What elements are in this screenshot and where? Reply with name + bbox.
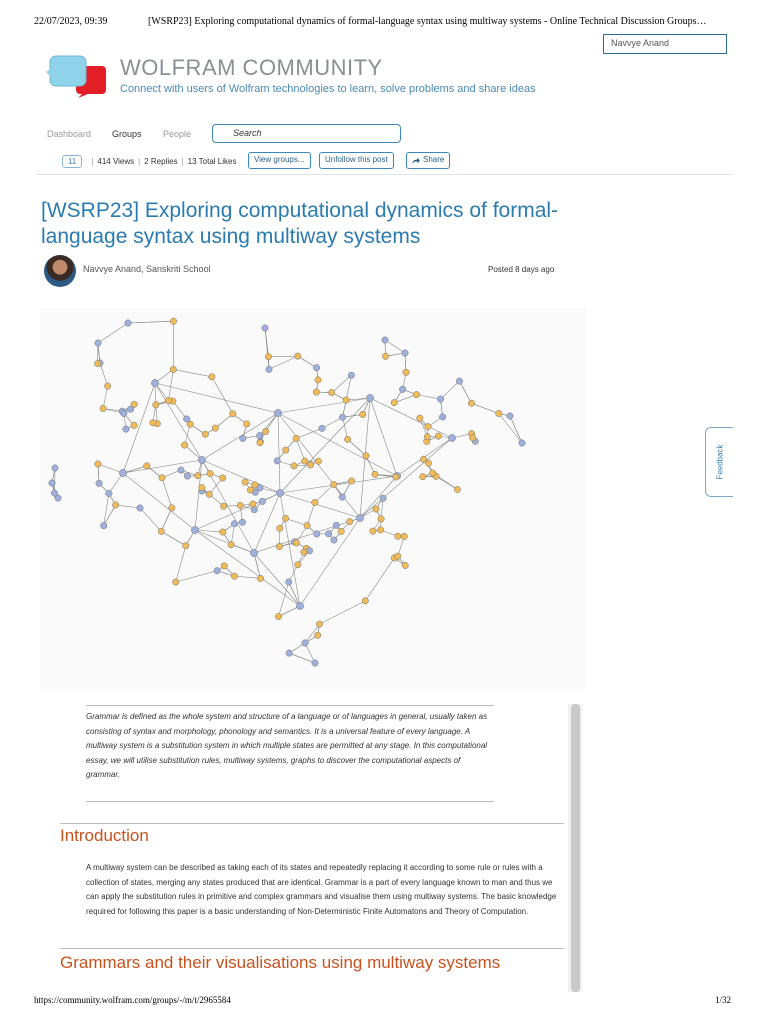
section-divider xyxy=(60,823,564,824)
graph-node xyxy=(425,423,431,429)
graph-node xyxy=(402,562,408,568)
site-title[interactable]: WOLFRAM COMMUNITY xyxy=(120,55,383,80)
graph-node xyxy=(199,484,205,490)
graph-edge xyxy=(280,398,370,493)
graph-edge xyxy=(176,571,217,582)
graph-edge xyxy=(202,460,280,493)
graph-edge xyxy=(459,381,471,403)
graph-node xyxy=(333,522,339,528)
graph-node xyxy=(242,479,248,485)
graph-node xyxy=(395,533,401,539)
graph-node xyxy=(150,420,156,426)
graph-node xyxy=(347,518,353,524)
graph-node xyxy=(315,458,321,464)
graph-node xyxy=(220,503,226,509)
graph-node xyxy=(456,378,462,384)
graph-edge xyxy=(269,356,298,369)
print-page-number: 1/32 xyxy=(715,995,732,1005)
graph-node xyxy=(221,563,227,569)
graph-node xyxy=(247,487,253,493)
graph-node xyxy=(448,434,455,441)
graph-node xyxy=(470,435,476,441)
graph-edge xyxy=(268,356,297,357)
graph-node xyxy=(131,422,137,428)
graph-node xyxy=(282,515,288,521)
graph-node xyxy=(302,640,308,646)
nav-dashboard[interactable]: Dashboard xyxy=(47,129,92,139)
graph-node xyxy=(52,465,58,471)
graph-node xyxy=(274,409,281,416)
site-tagline: Connect with users of Wolfram technologies to learn, solve problems and share ideas xyxy=(120,83,536,95)
graph-node xyxy=(202,431,208,437)
graph-node xyxy=(507,413,513,419)
view-groups-button[interactable]: View groups... xyxy=(248,152,311,169)
grammars-heading: Grammars and their visualisations using multiway systems xyxy=(60,953,501,972)
graph-node xyxy=(380,495,386,501)
graph-edge xyxy=(278,398,370,413)
graph-edge xyxy=(280,493,360,518)
graph-node xyxy=(373,506,379,512)
graph-edge xyxy=(360,476,397,518)
graph-node xyxy=(169,505,175,511)
graph-node xyxy=(125,320,131,326)
graph-edge xyxy=(173,369,212,376)
graph-node xyxy=(435,433,441,439)
graph-node xyxy=(195,472,201,478)
divider: | xyxy=(181,156,184,166)
graph-node xyxy=(393,474,399,480)
graph-node xyxy=(295,353,301,359)
graph-node xyxy=(95,340,101,346)
graph-node xyxy=(274,458,280,464)
share-icon xyxy=(411,156,420,165)
graph-node xyxy=(296,602,303,609)
graph-edge xyxy=(140,508,161,531)
graph-edge xyxy=(161,531,186,545)
abstract-bottom-rule xyxy=(86,801,494,802)
graph-node xyxy=(429,470,435,476)
graph-edge xyxy=(212,377,233,414)
share-label: Share xyxy=(423,155,445,164)
graph-node xyxy=(212,425,218,431)
graph-edge xyxy=(322,417,343,428)
graph-node xyxy=(183,416,189,422)
graph-node xyxy=(151,379,158,386)
graph-node xyxy=(314,632,320,638)
graph-node xyxy=(191,526,198,533)
graph-node xyxy=(206,491,212,497)
graph-node xyxy=(112,502,118,508)
graph-node xyxy=(153,402,159,408)
graph-node xyxy=(348,372,354,378)
graph-node xyxy=(173,579,179,585)
graph-node xyxy=(250,549,257,556)
post-date: Posted 8 days ago xyxy=(488,265,555,274)
graph-node xyxy=(293,435,299,441)
graph-edge xyxy=(254,493,280,553)
graph-node xyxy=(372,471,378,477)
graph-node xyxy=(391,399,397,405)
graph-node xyxy=(286,650,292,656)
graph-node xyxy=(94,360,100,366)
graph-node xyxy=(307,462,313,468)
graph-node xyxy=(328,389,334,395)
section-divider xyxy=(60,948,564,949)
graph-node xyxy=(181,442,187,448)
graph-node xyxy=(301,549,307,555)
graph-node xyxy=(100,405,106,411)
graph-node xyxy=(402,350,408,356)
graph-node xyxy=(286,579,292,585)
graph-node xyxy=(170,318,176,324)
graph-edge xyxy=(280,493,300,606)
graph-edge xyxy=(278,413,280,493)
graph-edge xyxy=(169,369,174,400)
unfollow-button[interactable]: Unfollow this post xyxy=(319,152,394,169)
graph-node xyxy=(96,480,102,486)
graph-node xyxy=(106,490,112,496)
like-count-button[interactable]: 11 xyxy=(62,155,82,168)
graph-node xyxy=(230,411,236,417)
graph-node xyxy=(325,531,331,537)
graph-node xyxy=(348,478,354,484)
graph-node xyxy=(454,486,460,492)
introduction-heading: Introduction xyxy=(60,826,149,845)
graph-edge xyxy=(296,428,322,438)
graph-edge xyxy=(155,383,202,460)
graph-edge xyxy=(348,439,366,455)
graph-node xyxy=(382,353,388,359)
graph-node xyxy=(207,470,213,476)
graph-node xyxy=(304,522,310,528)
graph-node xyxy=(417,415,423,421)
post-title: [WSRP23] Exploring computational dynamics of formal-language syntax using multiway systems xyxy=(41,199,559,248)
graph-node xyxy=(302,458,308,464)
feedback-label: Feedback xyxy=(715,444,724,480)
graph-edge xyxy=(265,328,268,357)
graph-node xyxy=(331,481,337,487)
graph-node xyxy=(219,475,225,481)
graph-node xyxy=(250,501,256,507)
replies-count: 2 Replies xyxy=(144,156,178,166)
print-datetime: 22/07/2023, 09:39 xyxy=(34,16,108,27)
graph-edge xyxy=(385,340,405,353)
graph-node xyxy=(295,562,301,568)
scrollbar-thumb[interactable] xyxy=(571,704,580,992)
graph-node xyxy=(198,456,205,463)
graph-node xyxy=(399,386,405,392)
post-author[interactable]: Navvye Anand, Sanskriti School xyxy=(83,264,211,274)
graph-node xyxy=(275,613,281,619)
share-button[interactable] xyxy=(406,152,450,169)
graph-node xyxy=(339,494,345,500)
graph-node xyxy=(339,414,345,420)
graph-edge xyxy=(161,508,172,531)
graph-node xyxy=(262,428,268,434)
graph-edge xyxy=(320,601,366,624)
graph-edge xyxy=(162,478,172,508)
graph-node xyxy=(231,521,237,527)
graph-node xyxy=(244,421,250,427)
graph-node xyxy=(228,541,234,547)
graph-node xyxy=(378,516,384,522)
graph-edge xyxy=(307,502,315,525)
graph-node xyxy=(137,505,143,511)
graph-node xyxy=(276,489,283,496)
graph-node xyxy=(159,475,165,481)
graph-node xyxy=(256,432,262,438)
graph-node xyxy=(316,621,322,627)
search-input[interactable]: Search xyxy=(212,124,401,143)
graph-node xyxy=(312,660,318,666)
graph-node xyxy=(420,456,426,462)
graph-edge xyxy=(370,398,397,476)
graph-node xyxy=(240,435,246,441)
graph-node xyxy=(366,394,373,401)
total-likes: 13 Total Likes xyxy=(187,156,237,166)
nav-groups[interactable]: Groups xyxy=(112,129,142,139)
graph-node xyxy=(121,410,127,416)
multiway-graph xyxy=(40,308,586,689)
graph-node xyxy=(266,366,272,372)
print-page-title: [WSRP23] Exploring computational dynamics of formal-language syntax using multiway systems - Online Technical Discussion Groups… xyxy=(148,16,707,27)
graph-node xyxy=(259,498,265,504)
graph-node xyxy=(184,473,190,479)
graph-node xyxy=(214,567,220,573)
graph-node xyxy=(344,436,350,442)
views-count: 414 Views xyxy=(97,156,135,166)
graph-node xyxy=(377,527,383,533)
graph-node xyxy=(158,528,164,534)
graph-node xyxy=(95,461,101,467)
graph-node xyxy=(437,396,443,402)
graph-node xyxy=(338,528,344,534)
graph-node xyxy=(237,502,243,508)
user-menu[interactable]: Navvye Anand xyxy=(603,34,727,54)
graph-edge xyxy=(100,363,108,386)
author-avatar[interactable] xyxy=(44,255,76,287)
graph-node xyxy=(170,366,176,372)
graph-node xyxy=(382,337,388,343)
graph-edge xyxy=(289,653,315,663)
post-stats xyxy=(62,152,236,170)
graph-edge xyxy=(510,416,522,443)
graph-node xyxy=(276,543,282,549)
wolfram-community-logo-icon[interactable] xyxy=(44,52,110,98)
graph-node xyxy=(282,447,288,453)
graph-node xyxy=(100,522,106,528)
graph-node xyxy=(257,440,263,446)
graph-node xyxy=(331,537,337,543)
graph-edge xyxy=(176,546,186,582)
graph-node xyxy=(127,406,133,412)
graph-node xyxy=(291,463,297,469)
graph-node xyxy=(356,514,363,521)
graph-edge xyxy=(195,460,202,530)
graph-edge xyxy=(128,321,174,323)
introduction-text: A multiway system can be described as taking each of its states and repeatedly replacing it according to some rule or rules with a collection of states, merging any states produced that are identical. Grammar is a part of every language known to man and thus we can apply the substitution rules in primitive and complex grammars and visualise them using multiway systems. The basic knowledge required for following this paper is a basic understanding of Non-Deterministic Finite Automatons and Theory of Computation. xyxy=(86,863,557,916)
graph-node xyxy=(144,463,150,469)
graph-node xyxy=(370,528,376,534)
graph-node xyxy=(123,426,129,432)
graph-node xyxy=(183,543,189,549)
divider: | xyxy=(138,156,141,166)
graph-node xyxy=(401,533,407,539)
graph-node xyxy=(519,440,525,446)
graph-node xyxy=(265,353,271,359)
graph-node xyxy=(362,598,368,604)
feedback-tab[interactable] xyxy=(705,427,733,497)
graph-node xyxy=(257,575,263,581)
graph-node xyxy=(313,365,319,371)
graph-node xyxy=(209,374,215,380)
graph-edge xyxy=(394,395,416,403)
graph-node xyxy=(496,410,502,416)
graph-edge xyxy=(315,484,334,502)
graph-node xyxy=(360,411,366,417)
graph-node xyxy=(49,480,55,486)
graph-edge xyxy=(440,381,459,399)
graph-edge xyxy=(234,576,260,578)
graph-node xyxy=(277,525,283,531)
graph-node xyxy=(262,325,268,331)
graph-node xyxy=(313,389,319,395)
graph-node xyxy=(119,469,126,476)
graph-node xyxy=(165,397,171,403)
graph-node xyxy=(403,369,409,375)
graph-edge xyxy=(365,558,394,601)
graph-node xyxy=(231,573,237,579)
graph-node xyxy=(319,425,325,431)
abstract-text: Grammar is defined as the whole system and structure of a language or of languages in general, usually taken as consisting of syntax and morphology, phonology and semantics. It is a universal feature of every language. A multiway system is a substitution system in which multiple states are permitted at any stage. In this computational essay, we will utilise substitution rules, multiway systems, graphs to discover the computational aspects of grammar. xyxy=(86,712,488,779)
graph-node xyxy=(468,400,474,406)
multiway-graph-image xyxy=(40,308,586,689)
graph-node xyxy=(239,519,245,525)
graph-edge xyxy=(417,395,441,399)
graph-node xyxy=(439,414,445,420)
graph-node xyxy=(104,383,110,389)
graph-edge xyxy=(98,464,123,473)
graph-node xyxy=(413,391,419,397)
graph-node xyxy=(363,453,369,459)
graph-node xyxy=(395,553,401,559)
print-url: https://community.wolfram.com/groups/-/m/t/2965584 xyxy=(34,995,231,1005)
graph-node xyxy=(178,467,184,473)
graph-node xyxy=(219,529,225,535)
nav-people[interactable]: People xyxy=(163,129,192,139)
graph-edge xyxy=(98,323,128,343)
graph-edge xyxy=(123,460,202,473)
graph-node xyxy=(257,485,263,491)
graph-node xyxy=(51,490,57,496)
graph-node xyxy=(315,377,321,383)
graph-edge xyxy=(289,582,300,606)
graph-edge xyxy=(123,473,195,530)
graph-node xyxy=(293,540,299,546)
divider: | xyxy=(91,156,94,166)
graph-node xyxy=(424,434,430,440)
graph-edge xyxy=(116,505,140,508)
graph-node xyxy=(314,531,320,537)
abstract-top-rule xyxy=(86,705,494,706)
graph-edge xyxy=(471,403,498,413)
graph-node xyxy=(312,499,318,505)
header-divider xyxy=(36,174,733,175)
graph-node xyxy=(420,473,426,479)
graph-node xyxy=(343,397,349,403)
